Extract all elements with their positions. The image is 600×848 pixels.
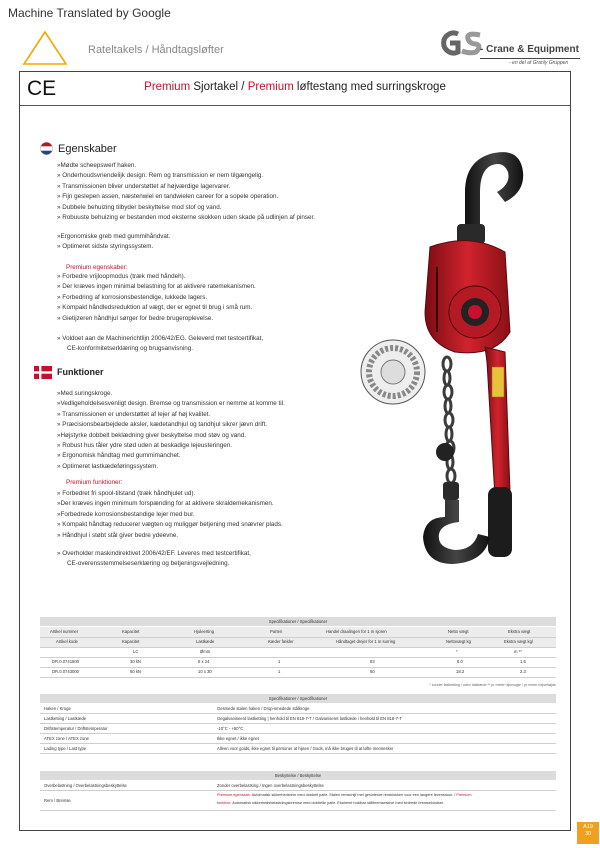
list-item: » Optimeret sidste styringssystem.	[57, 243, 154, 251]
title-premium-1: Premium	[144, 81, 191, 93]
spec-table-caption: Specifikationer / Specifikationer	[268, 619, 328, 624]
title-part-2: Sjortakel /	[190, 81, 248, 93]
list-item: » Robuuste behuizing er bestanden mod eksterne skokken uden skade på udlinjen af pinser.	[57, 214, 315, 222]
table-header: Handel draalingen for 1 m sjoren	[326, 629, 387, 634]
table-cell: Ikke egnet / ikke egnet	[217, 736, 259, 741]
table-cell: Gegalvaniseerd lastketting | henhold til EN 818-7-T / Galvaniseret lastkæde i henhold til EN 818-7-T	[217, 716, 402, 721]
page-number: 30	[584, 831, 592, 837]
list-item: » Ergonomisk håndtag med gummimanchet.	[57, 452, 181, 460]
title-part-4: løftestang med surringskroge	[293, 81, 446, 93]
table-cell: 83	[370, 659, 375, 664]
table-header: Kapacitet	[122, 629, 140, 634]
table-cell: 60 kN	[130, 669, 141, 674]
section-heading-funktioner: Funktioner	[57, 367, 104, 377]
spec-footnote: * zonder lastketting / uden lastkæde ** pr meter hijsmogte / pr meter hejsehøjde	[429, 683, 556, 687]
premium-features-heading: Premium egenskaber:	[66, 264, 128, 271]
table-cell: 30 kN	[130, 659, 141, 664]
table-header: Håndtaget drejer for 1 m surring	[336, 639, 396, 644]
list-item: » Præcisionsbearbejdede aksler, kædetandhjul og tandhjul sikrer jævn drift.	[57, 421, 268, 429]
table-cell: DR.0.0743000	[52, 669, 80, 674]
premium-label: Premium	[455, 793, 472, 797]
list-item: CE-konformitetserklæring og brugsanvisning.	[67, 345, 193, 353]
table-header: Nettovægt kg	[446, 639, 471, 644]
table-cell: Gesmede stalen haken / Drop-smedede stålkroge	[217, 706, 310, 711]
premium-label: Premium egenskab:	[217, 793, 251, 797]
list-item: »Med suringskroge.	[57, 390, 113, 397]
list-item: » Fijn geslepen assen, næstenwiel en tandwielen career for a sopele operation.	[57, 193, 279, 201]
list-item: » Robust hus tåler ydre stød uden at beskadige lejeusteringen.	[57, 442, 233, 450]
table-header: Hjuleerting	[194, 629, 215, 634]
list-item: » Forbedring af korrosionsbestendige, lukkede lagers.	[57, 293, 208, 301]
table-cell: Haken / Kroge	[44, 706, 71, 711]
table-cell: 6 x 24	[198, 659, 210, 664]
list-item: »Ergonomiske greb med gummihåndvat.	[57, 233, 171, 240]
list-item: » Transmissionen bliver understøttet af højværdige lagervarer.	[57, 182, 231, 190]
table-header: Artikel kode	[56, 639, 78, 644]
table-cell: 18.2	[456, 669, 465, 674]
table-cell: 2.3	[520, 669, 526, 674]
table-cell: ATEX zone / ATEX zone	[44, 736, 89, 741]
table-header: Ekstra vægt	[508, 629, 531, 634]
table-header: Parten	[270, 629, 283, 634]
table-cell: 10 x 30	[198, 669, 212, 674]
table-cell: 1	[278, 659, 281, 664]
brake-description-line-2	[217, 801, 444, 805]
section-heading-egenskaber: Egenskaber	[58, 143, 117, 155]
list-item: » Der kræves ingen minimal belastning for at aktivere ratemekanismen.	[57, 283, 256, 291]
table-header: Lastkæde	[196, 639, 215, 644]
table-cell: Zonder overbelastsing / Ingen overbelastningsbeskyttelse	[217, 783, 324, 788]
company-name: - Crane & Equipment	[480, 44, 579, 55]
svg-text:CE: CE	[27, 77, 57, 98]
list-item: » Håndhjul i støbt stål giver bedre ydeevne.	[57, 531, 179, 539]
table-header: Ekstra vægt kg/	[504, 639, 534, 644]
list-item: CE-overensstemmelseserklæring og betjeningsvejledning.	[67, 560, 230, 568]
page-code: A19	[583, 824, 593, 830]
list-item: » Kompakt håndledsreduktion af vægt, der er egnet til brug i små rum.	[57, 304, 253, 312]
table-cell: 1.5	[520, 659, 526, 664]
security-caption: Beskyttelse / Beskyttelse	[274, 773, 322, 778]
list-item: »Vedligeholdelsesvenligt design. Bremse og transmission er nemme at komme til.	[57, 400, 285, 408]
list-item: » Overholder maskindirektivet 2006/42/EF. Leveres med testcertifikat,	[57, 550, 251, 557]
table-header: Artikel nummer	[50, 629, 79, 634]
page-number-badge	[577, 822, 599, 844]
list-item: » Forbedret fri spool-tilstand (træk håndhjulet ud).	[57, 490, 196, 497]
table-header: Kapacitet	[122, 639, 140, 644]
list-item: » Onderhoudsvriendelijk design. Rem og transmission er nem tilgængelig.	[57, 172, 264, 180]
table-cell: Overbelastning / Overbelastningsbeskyttelse	[44, 783, 127, 788]
table-cell: 8.0	[457, 659, 463, 664]
spec2-caption: Specifikationer / Specifikationer	[268, 696, 328, 701]
brake-text: Automatisk sikkerhedsrem med dobbelt palle. Stalen remschijf met gesinterde remblokken voor een langere levensduur. /	[250, 793, 456, 797]
title-premium-2: Premium	[247, 81, 294, 93]
brake-text: Automatisk sikkerhedsbelastningsbremse med dobbelte palle. Ekstremt holdbar stålbremseskive med sintrede bremseklodser.	[231, 801, 445, 805]
table-cell: Driftstemperatur / Driftstemperatur	[44, 726, 108, 731]
table-cell: Alleen voor goids, ikke egnet til personer at hijsen / Gods, må ikke bruges til at løfte mennesker	[217, 746, 394, 751]
table-cell: m **	[514, 649, 522, 654]
table-header: Kæder fælder	[268, 639, 294, 644]
table-cell: Lading type / Last type	[44, 746, 87, 751]
table-cell: DR.0.0741500	[52, 659, 80, 664]
company-subtitle: - en del af Granly Gruppen	[509, 60, 569, 66]
table-cell: Lastketting / Lastkæde	[44, 716, 87, 721]
list-item: » Kompakt håndtag reducerer vægten og muliggør betjening med snævrer plads.	[57, 521, 283, 529]
list-item: » Gietijzeren håndhjul sørger for bedre brugeroplevelse.	[57, 314, 214, 322]
list-item: »Mødte scheepswerf haken.	[57, 162, 137, 169]
table-cell: Ømm	[200, 649, 211, 654]
breadcrumb: Rateltakels / Håndtagsløfter	[88, 44, 224, 56]
list-item: » Voldoet aan de Machinerichtlijn 2006/42/EG. Geleverd met testcertifikat,	[57, 335, 264, 342]
table-cell: Rem / Bremse	[44, 798, 71, 803]
list-item: »Højstyrke dobbelt beklædning giver beskyttelse mod støv og vand.	[57, 431, 246, 439]
list-item: »Forbedrede korrosionsbestandige lejer med bur.	[57, 510, 195, 518]
brake-description-line-1	[217, 793, 472, 797]
list-item: » Transmissionen er understøttet af lejer af høj kvalitet.	[57, 410, 211, 418]
premium-functions-heading: Premium funktioner:	[66, 479, 123, 486]
list-item: » Dubbele behuizing tilbyder beskyttelse mod stof og vand.	[57, 203, 222, 211]
premium-label: funktion:	[217, 801, 232, 805]
list-item: » Optimeret lastkædeføringssystem.	[57, 462, 159, 470]
machine-translated-banner: Machine Translated by Google	[8, 6, 171, 20]
table-cell: *	[456, 649, 458, 654]
table-cell: LC	[133, 649, 139, 654]
table-cell: 1	[278, 669, 281, 674]
table-header: Netto vægt	[448, 629, 469, 634]
table-cell: 60	[370, 669, 375, 674]
list-item: » Forbedre vrijloopmodus (træk med håndeh).	[57, 273, 186, 280]
list-item: »Der kræves ingen minimum forspænding for at aktivere skraldemekanismen.	[57, 500, 274, 508]
table-cell: -10°C - +50°C	[217, 726, 244, 731]
